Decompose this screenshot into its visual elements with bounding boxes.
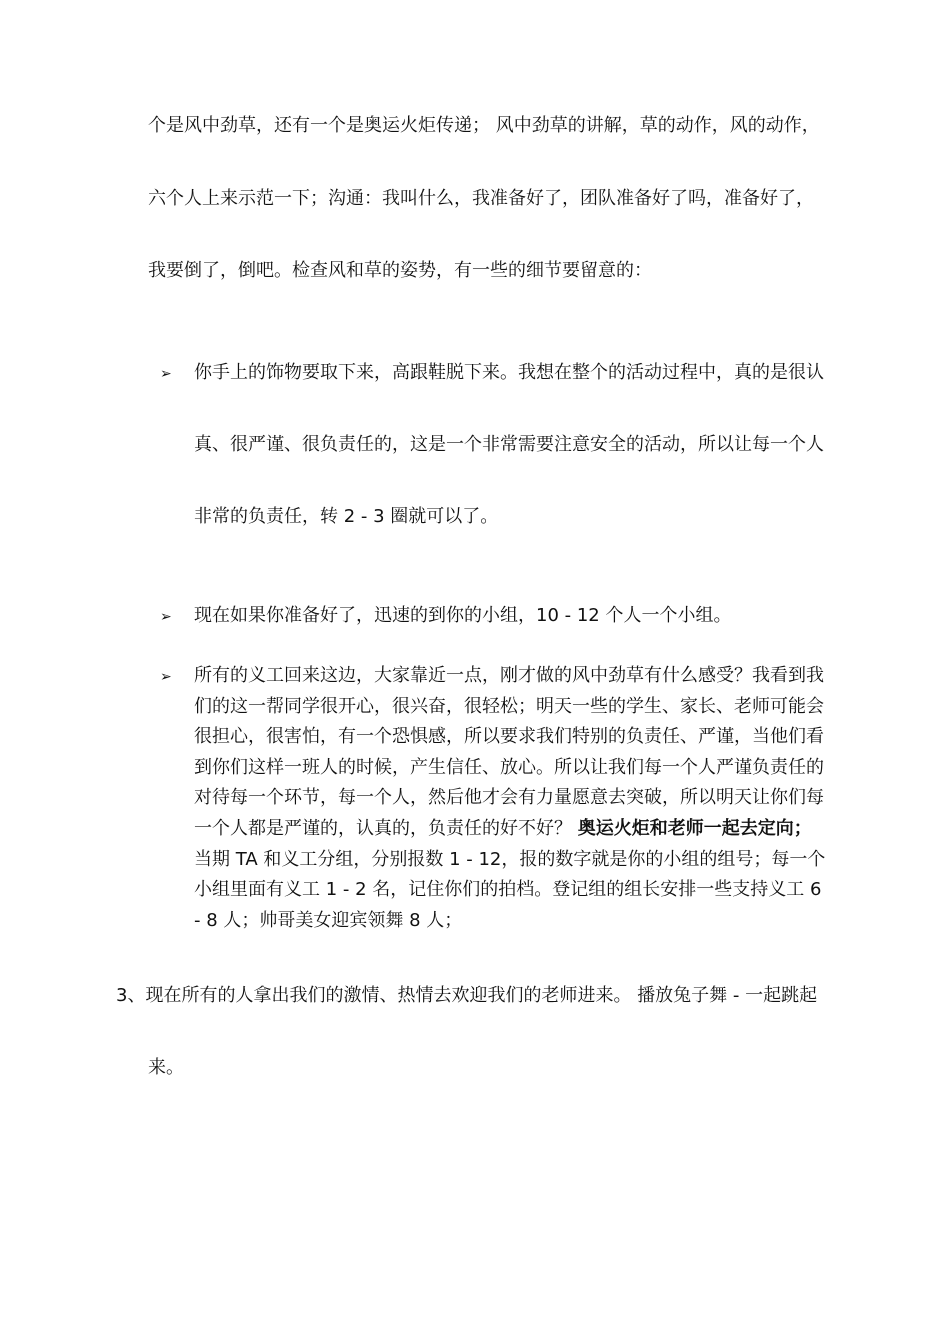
bullet3-line-2: 们的这一帮同学很开心，很兴奋，很轻松；明天一些的学生、家长、老师可能会 <box>194 695 824 717</box>
intro-line-3: 我要倒了，倒吧。检查风和草的姿势，有一些的细节要留意的： <box>148 260 652 281</box>
bullet-arrow-icon: ➢ <box>160 669 172 685</box>
bullet3-line-3: 很担心，很害怕，有一个恐惧感，所以要求我们特别的负责任、严谨，当他们看 <box>194 726 824 748</box>
intro-line-1: 个是风中劲草，还有一个是奥运火炬传递； 风中劲草的讲解，草的动作，风的动作， <box>148 115 820 136</box>
bullet-arrow-icon: ➢ <box>160 366 172 382</box>
bullet-arrow-icon: ➢ <box>160 609 172 625</box>
bullet3-line-5: 对待每一个环节，每一个人，然后他才会有力量愿意去突破，所以明天让你们每 <box>194 787 824 809</box>
bullet2-text: 现在如果你准备好了，迅速的到你的小组，10 - 12 个人一个小组。 <box>194 605 732 626</box>
bullet1-line-1: 你手上的饰物要取下来，高跟鞋脱下来。我想在整个的活动过程中，真的是很认 <box>194 362 824 383</box>
intro-line-2: 六个人上来示范一下；沟通：我叫什么，我准备好了，团队准备好了吗，准备好了， <box>148 188 814 209</box>
bullet3-line-7: 当期 TA 和义工分组，分别报数 1 - 12，报的数字就是你的小组的组号；每一个 <box>194 848 826 870</box>
bullet3-line-6-text: 一个人都是严谨的，认真的，负责任的好不好？ <box>194 817 572 839</box>
bullet3-paragraph <box>194 661 884 936</box>
bullet3-line-8: 小组里面有义工 1 - 2 名，记住你们的拍档。登记组的组长安排一些支持义工 6 <box>194 879 822 901</box>
bullet1-line-3: 非常的负责任，转 2 - 3 圈就可以了。 <box>194 506 499 527</box>
bullet3-line-6 <box>194 814 884 845</box>
bullet3-line-1: 所有的义工回来这边，大家靠近一点，刚才做的风中劲草有什么感受？我看到我 <box>194 665 824 686</box>
bullet1-line-2: 真、很严谨、很负责任的，这是一个非常需要注意安全的活动，所以让每一个人 <box>194 434 824 455</box>
bullet3-bold-emphasis: 奥运火炬和老师一起去定向； <box>577 817 812 839</box>
section3-line-1: 3、现在所有的人拿出我们的激情、热情去欢迎我们的老师进来。 播放兔子舞 - 一起跳起 <box>116 985 818 1006</box>
bullet3-line-4: 到你们这样一班人的时候，产生信任、放心。所以让我们每一个人严谨负责任的 <box>194 756 824 778</box>
bullet3-line-9: - 8 人；帅哥美女迎宾领舞 8 人； <box>194 909 463 931</box>
section3-line-2: 来。 <box>148 1057 184 1078</box>
